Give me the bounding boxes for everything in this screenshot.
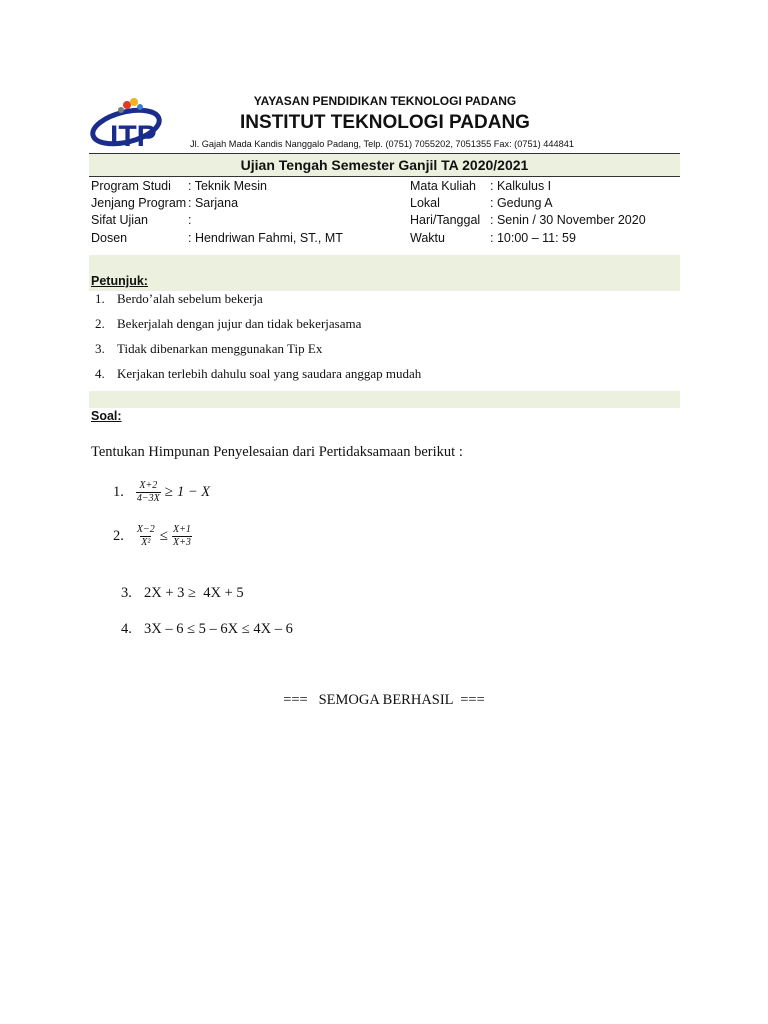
question-4 [113, 602, 293, 638]
relation-symbol: ≥ [164, 483, 173, 500]
info-label-waktu: Waktu [410, 231, 445, 245]
instruction-text: Kerjakan terlebih dahulu soal yang saudara anggap mudah [117, 366, 422, 381]
closing-message: === SEMOGA BERHASIL === [283, 692, 485, 708]
institute-address: Jl. Gajah Mada Kandis Nanggalo Padang, Telp. (0751) 7055202, 7051355 Fax: (0751) 444841 [190, 139, 574, 149]
instruction-text: Tidak dibenarkan menggunakan Tip Ex [117, 341, 323, 356]
instructions-band [89, 255, 680, 291]
exam-info-left [91, 179, 391, 249]
question-number: 2. [113, 527, 124, 544]
instruction-number: 2. [95, 316, 105, 331]
instruction-number: 4. [95, 366, 105, 381]
info-value-waktu: : 10:00 – 11: 59 [490, 231, 576, 245]
exam-title: Ujian Tengah Semester Ganjil TA 2020/2021 [240, 157, 529, 173]
exam-info-right [410, 179, 680, 249]
fraction-denominator: 4−3X [136, 492, 160, 504]
info-value-jenjang-program: : Sarjana [188, 196, 239, 210]
instruction-item [95, 366, 655, 384]
fraction-denominator: X² [141, 536, 151, 548]
info-value-dosen: : Hendriwan Fahmi, ST., MT [188, 231, 343, 245]
question-1 [113, 475, 210, 509]
question-3 [113, 566, 244, 602]
question-number: 4. [121, 621, 132, 637]
questions-band [89, 391, 680, 408]
instruction-text: Berdo’alah sebelum bekerja [117, 291, 263, 306]
info-label-sifat-ujian: Sifat Ujian [91, 213, 148, 227]
relation-symbol: ≤ [159, 527, 168, 544]
info-value-program-studi: : Teknik Mesin [188, 179, 267, 193]
question-1-rhs: 1 − X [176, 483, 211, 500]
questions-lead: Tentukan Himpunan Penyelesaian dari Pertidaksamaan berikut : [91, 444, 463, 460]
info-value-hari-tanggal: : Senin / 30 November 2020 [490, 213, 646, 227]
logo-text: ITP [110, 120, 157, 152]
institute-logo [90, 94, 168, 152]
info-value-lokal: : Gedung A [490, 196, 553, 210]
institute-name: INSTITUT TEKNOLOGI PADANG [240, 112, 530, 133]
fraction-numerator: X−2 [136, 524, 155, 535]
question-number: 3. [121, 585, 132, 601]
questions-heading: Soal: [91, 409, 122, 423]
foundation-name: YAYASAN PENDIDIKAN TEKNOLOGI PADANG [253, 94, 517, 108]
info-label-program-studi: Program Studi [91, 179, 171, 193]
instruction-item [95, 291, 655, 309]
question-2-right-fraction [172, 524, 192, 548]
info-label-mata-kuliah: Mata Kuliah [410, 179, 477, 193]
info-label-hari-tanggal: Hari/Tanggal [410, 213, 481, 227]
question-1-fraction [136, 480, 161, 504]
instruction-number: 1. [95, 291, 105, 306]
info-value-sifat-ujian: : [188, 213, 192, 227]
info-label-lokal: Lokal [410, 196, 440, 210]
instruction-item [95, 341, 655, 359]
fraction-numerator: X+2 [139, 480, 158, 491]
info-label-jenjang-program: Jenjang Program [91, 196, 187, 210]
question-2 [113, 519, 192, 553]
info-label-dosen: Dosen [91, 231, 128, 245]
question-number: 1. [113, 483, 124, 500]
instruction-number: 3. [95, 341, 105, 356]
instruction-item [95, 316, 655, 334]
question-3-expression: 2X + 3 ≥ 4X + 5 [144, 584, 244, 601]
question-2-left-fraction [136, 524, 156, 548]
question-4-expression: 3X – 6 ≤ 5 – 6X ≤ 4X – 6 [144, 620, 293, 637]
info-value-mata-kuliah: : Kalkulus I [490, 179, 552, 193]
fraction-denominator: X+3 [172, 536, 191, 548]
instruction-text: Bekerjalah dengan jujur dan tidak bekerjasama [117, 316, 362, 331]
instructions-heading: Petunjuk: [91, 274, 148, 288]
fraction-numerator: X+1 [172, 524, 191, 535]
